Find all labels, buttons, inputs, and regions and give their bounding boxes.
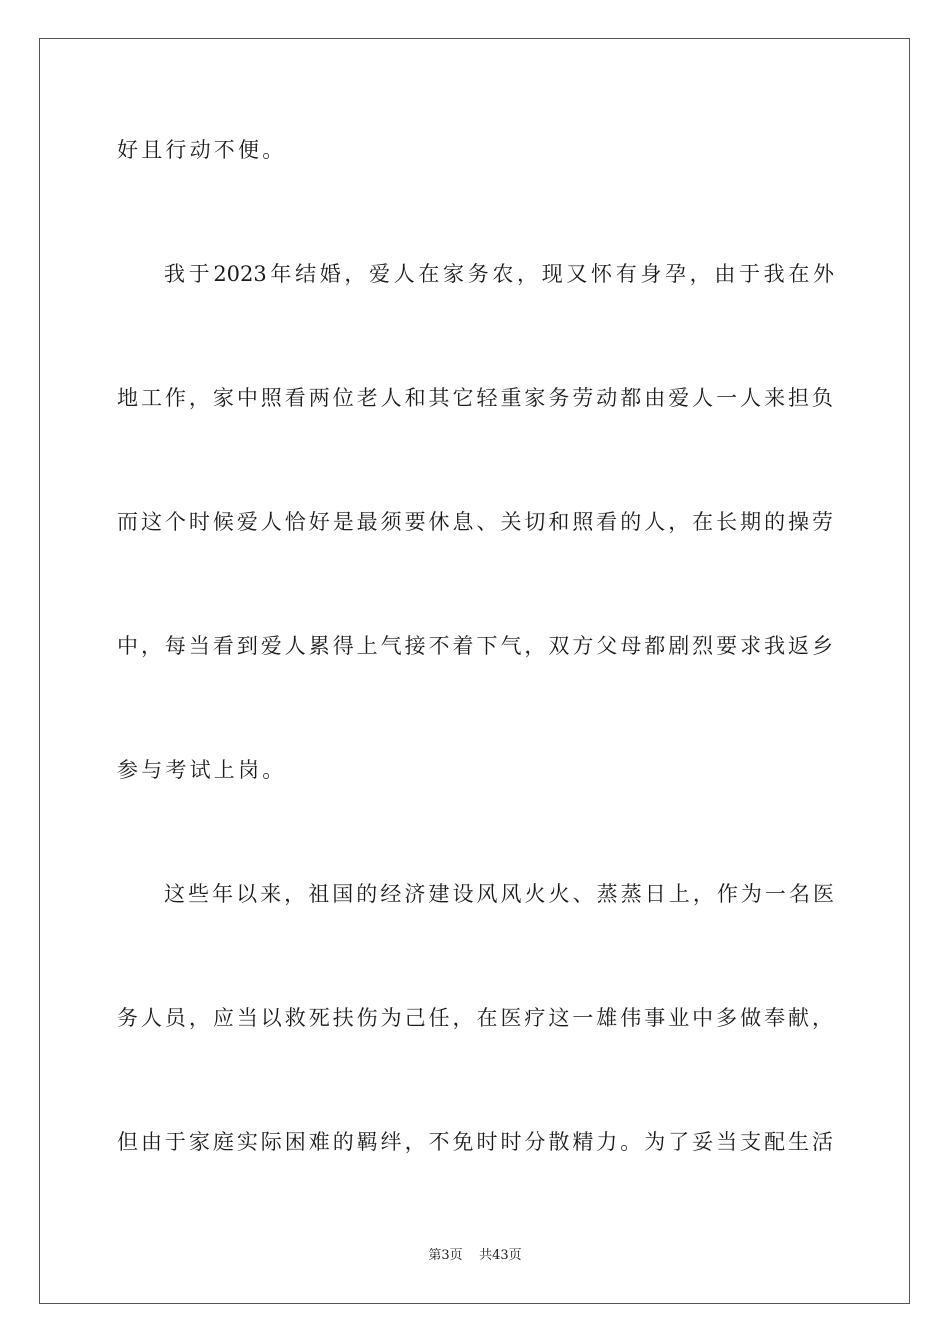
page-border: [39, 38, 910, 1304]
text-line: 但由于家庭实际困难的羁绊，不免时时分散精力。为了妥当支配生活: [117, 1130, 833, 1154]
page-number: 第3页: [428, 1248, 463, 1263]
text-line: 而这个时候爱人恰好是最须要休息、关切和照看的人，在长期的操劳: [117, 510, 833, 534]
text-line: 地工作，家中照看两位老人和其它轻重家务劳动都由爱人一人来担负: [117, 386, 833, 410]
text-line: 务人员，应当以救死扶伤为己任，在医疗这一雄伟事业中多做奉献，: [117, 1006, 833, 1030]
text-line: 我于2023年结婚，爱人在家务农，现又怀有身孕，由于我在外: [164, 262, 834, 286]
page-total: 共43页: [479, 1248, 522, 1263]
text-line: 好且行动不便。: [117, 138, 287, 162]
page-footer: [0, 1247, 950, 1265]
text-line: 这些年以来，祖国的经济建设风风火火、蒸蒸日上，作为一名医: [164, 882, 834, 906]
text-line: 参与考试上岗。: [117, 758, 287, 782]
text-line: 中，每当看到爱人累得上气接不着下气，双方父母都剧烈要求我返乡: [117, 634, 833, 658]
